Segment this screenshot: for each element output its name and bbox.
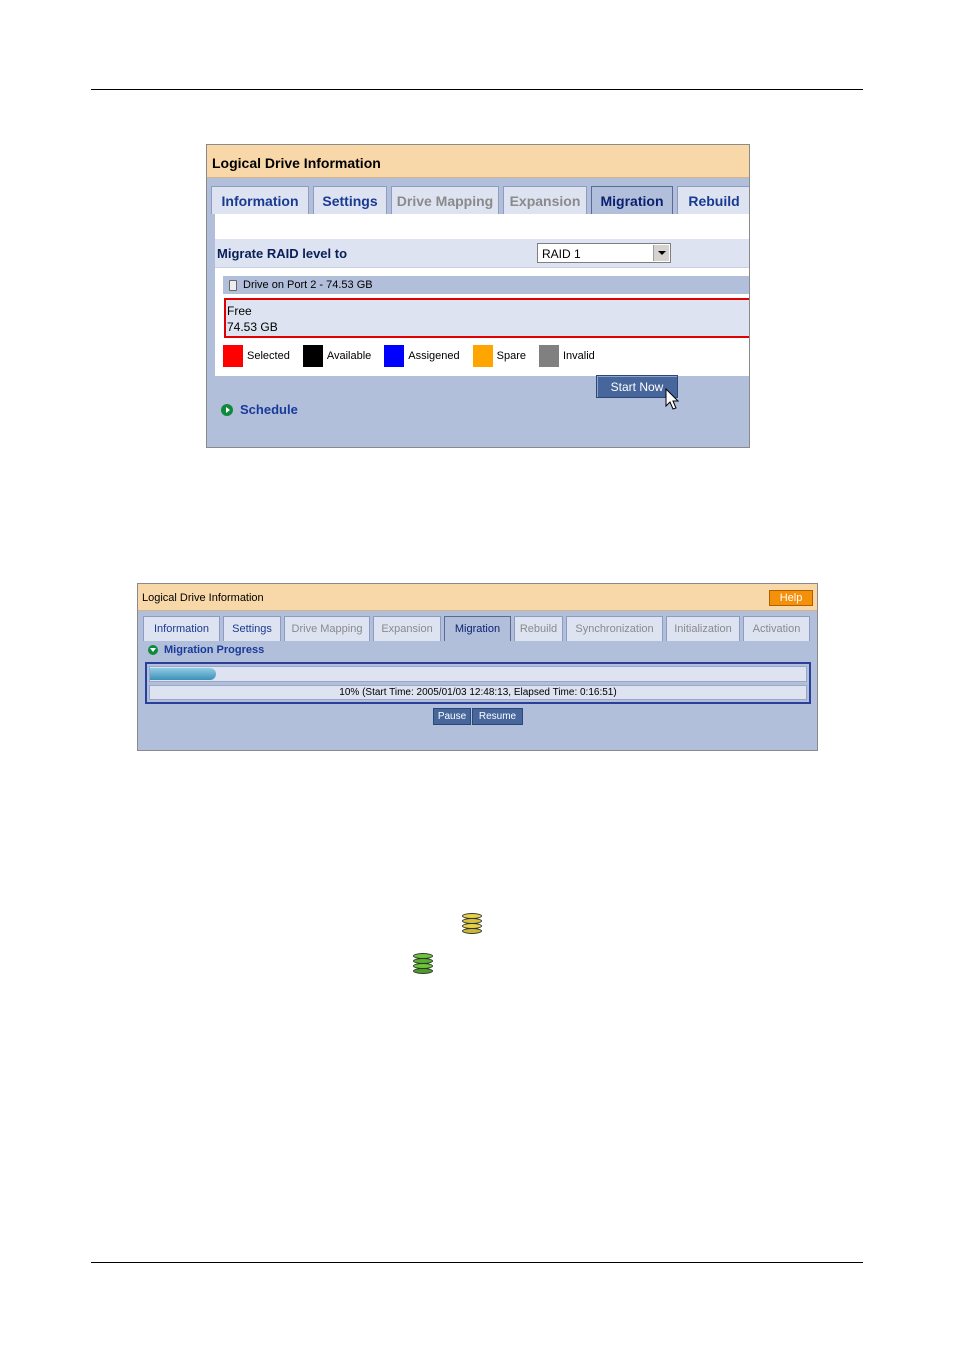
- panel-title: Logical Drive Information: [138, 584, 817, 611]
- tab-expansion: Expansion: [503, 186, 587, 214]
- tab-information[interactable]: Information: [143, 616, 220, 641]
- legend-label-spare: Spare: [496, 350, 526, 362]
- legend-swatch-spare: [473, 345, 493, 367]
- legend-swatch-selected: [223, 345, 243, 367]
- drive-map: [223, 276, 750, 384]
- tab-expansion: Expansion: [373, 616, 441, 641]
- raid-level-select[interactable]: [537, 243, 671, 263]
- legend-label-invalid: Invalid: [563, 350, 595, 362]
- legend-label-selected: Selected: [247, 350, 290, 362]
- progress-frame: [145, 662, 811, 704]
- tab-drive-mapping: Drive Mapping: [391, 186, 499, 214]
- section-title: Migration Progress: [164, 644, 265, 656]
- mouse-pointer-icon: [665, 388, 681, 412]
- logical-drive-panel-migration-progress: [137, 583, 818, 751]
- database-yellow-icon: [462, 913, 482, 935]
- tab-activation: Activation: [743, 616, 810, 641]
- tab-initialization: Initialization: [666, 616, 740, 641]
- legend-label-available: Available: [326, 350, 372, 362]
- progress-bar-fill: [150, 668, 216, 680]
- resume-button[interactable]: Resume: [472, 708, 523, 725]
- header-rule: [91, 89, 863, 90]
- color-legend: [223, 344, 608, 368]
- free-extent-block[interactable]: [224, 298, 750, 338]
- drive-header-label: Drive on Port 2 - 74.53 GB: [243, 279, 373, 291]
- raid-level-value: RAID 1: [542, 247, 581, 261]
- drive-icon: [229, 280, 237, 291]
- migrate-raid-row: [215, 239, 750, 268]
- legend-swatch-assigned: [384, 345, 404, 367]
- tab-synchronization: Synchronization: [566, 616, 663, 641]
- dropdown-arrow-icon[interactable]: [653, 245, 669, 261]
- tab-rebuild: Rebuild: [514, 616, 563, 641]
- start-now-button[interactable]: Start Now: [596, 375, 678, 398]
- help-button[interactable]: Help: [769, 590, 813, 606]
- free-label: Free: [227, 304, 252, 318]
- parameters-content: [215, 214, 750, 376]
- database-green-icon: [413, 953, 433, 975]
- drive-header: [223, 276, 750, 294]
- logical-drive-panel-migration-setup: [206, 144, 750, 448]
- tab-information[interactable]: Information: [211, 186, 309, 214]
- free-size: 74.53 GB: [227, 320, 278, 334]
- legend-swatch-invalid: [539, 345, 559, 367]
- tab-migration[interactable]: Migration: [444, 616, 511, 641]
- tab-settings[interactable]: Settings: [223, 616, 281, 641]
- migration-progress-toggle[interactable]: [148, 644, 264, 656]
- footer-rule: [91, 1262, 863, 1263]
- panel-title: Logical Drive Information: [207, 145, 749, 178]
- migrate-raid-label: Migrate RAID level to: [217, 246, 348, 261]
- legend-label-assigned: Assigened: [408, 350, 460, 362]
- schedule-title: Schedule: [240, 402, 298, 417]
- tab-settings[interactable]: Settings: [313, 186, 387, 214]
- legend-swatch-available: [303, 345, 323, 367]
- collapse-icon: [148, 645, 158, 655]
- progress-track: [149, 666, 807, 682]
- tab-migration[interactable]: Migration: [591, 186, 673, 214]
- pause-button[interactable]: Pause: [433, 708, 471, 725]
- expand-icon: [221, 404, 233, 416]
- schedule-toggle[interactable]: [221, 402, 298, 417]
- tab-drive-mapping: Drive Mapping: [284, 616, 370, 641]
- tab-rebuild[interactable]: Rebuild: [677, 186, 750, 214]
- progress-text: 10% (Start Time: 2005/01/03 12:48:13, Elapsed Time: 0:16:51): [149, 685, 807, 700]
